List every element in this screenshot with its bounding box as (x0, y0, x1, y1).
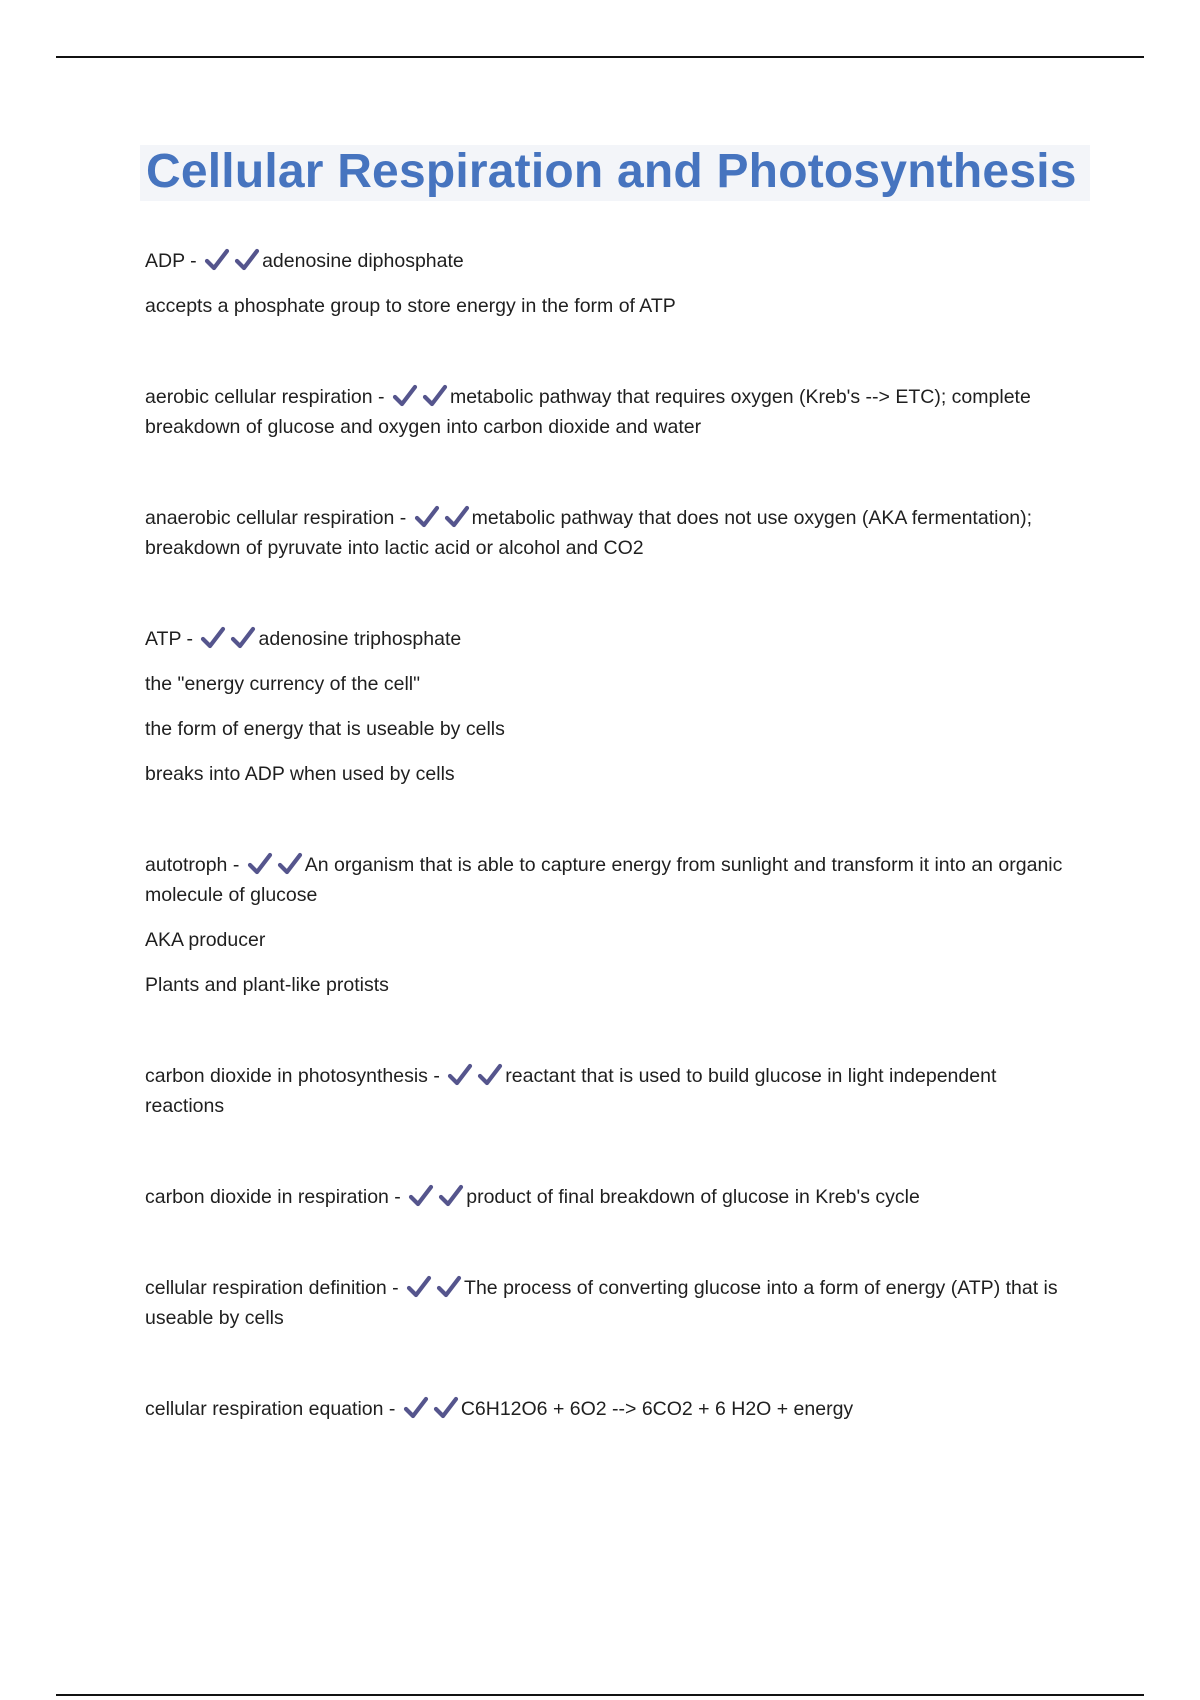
flashcard-entry (145, 850, 1080, 1000)
entry-extra-line: Plants and plant-like protists (145, 974, 389, 996)
flashcard-entry (145, 246, 1080, 321)
entry-main-line (145, 624, 1080, 654)
entry-main-line (145, 1394, 1080, 1424)
entry-main-line (145, 1273, 1080, 1333)
checkmark-icon (408, 1184, 434, 1208)
flashcard-entry (145, 1182, 1080, 1212)
top-rule (56, 56, 1144, 58)
entry-extra-line: the form of energy that is useable by cells (145, 718, 505, 740)
entry-main-line (145, 503, 1080, 563)
entry-definition: An organism that is able to capture energy from sunlight and transform it into an organic molecule of glucose (145, 854, 1063, 906)
entry-term: ADP - (145, 250, 203, 272)
entry-definition: reactant that is used to build glucose in light independent reactions (145, 1065, 997, 1117)
entry-term: anaerobic cellular respiration - (145, 507, 412, 529)
checkmark-icon (444, 505, 470, 529)
flashcard-entry (145, 1394, 1080, 1424)
entry-main-line (145, 1061, 1080, 1121)
entry-definition: metabolic pathway that requires oxygen (Kreb's --> ETC); complete breakdown of glucose and oxygen into carbon dioxide and water (145, 386, 1031, 438)
entry-definition: The process of converting glucose into a form of energy (ATP) that is useable by cells (145, 1277, 1058, 1329)
checkmark-icon (392, 384, 418, 408)
entry-definition: metabolic pathway that does not use oxygen (AKA fermentation); breakdown of pyruvate into lactic acid or alcohol and CO2 (145, 507, 1033, 559)
checkmark-icon (433, 1396, 459, 1420)
entry-main-line (145, 1182, 1080, 1212)
checkmark-icon (204, 248, 230, 272)
checkmark-icon (230, 626, 256, 650)
checkmark-icon (422, 384, 448, 408)
flashcard-list (145, 246, 1080, 1424)
flashcard-entry (145, 624, 1080, 789)
bottom-rule (56, 1694, 1144, 1696)
flashcard-entry (145, 382, 1080, 442)
entry-extra-line: AKA producer (145, 929, 266, 951)
page-title: Cellular Respiration and Photosynthesis (146, 145, 1077, 198)
entry-main-line (145, 246, 1080, 276)
entry-term: cellular respiration equation - (145, 1398, 401, 1420)
entry-term: ATP - (145, 628, 199, 650)
checkmark-icon (247, 852, 273, 876)
entry-extra-line: accepts a phosphate group to store energy in the form of ATP (145, 295, 676, 317)
entry-term: cellular respiration definition - (145, 1277, 405, 1299)
entry-term: autotroph - (145, 854, 245, 876)
checkmark-icon (406, 1275, 432, 1299)
checkmark-icon (403, 1396, 429, 1420)
flashcard-entry (145, 1273, 1080, 1333)
entry-main-line (145, 850, 1080, 910)
entry-definition: product of final breakdown of glucose in Kreb's cycle (466, 1186, 920, 1208)
entry-definition: C6H12O6 + 6O2 --> 6CO2 + 6 H2O + energy (460, 1398, 854, 1420)
entry-main-line (145, 382, 1080, 442)
checkmark-icon (234, 248, 260, 272)
checkmark-icon (477, 1063, 503, 1087)
checkmark-icon (414, 505, 440, 529)
flashcard-entry (145, 503, 1080, 563)
entry-extra-line: the "energy currency of the cell" (145, 673, 421, 695)
checkmark-icon (447, 1063, 473, 1087)
entry-term: aerobic cellular respiration - (145, 386, 390, 408)
entry-definition: adenosine diphosphate (262, 250, 464, 272)
entry-extra-line: breaks into ADP when used by cells (145, 763, 455, 785)
checkmark-icon (436, 1275, 462, 1299)
checkmark-icon (277, 852, 303, 876)
checkmark-icon (438, 1184, 464, 1208)
entry-definition: adenosine triphosphate (258, 628, 462, 650)
checkmark-icon (200, 626, 226, 650)
flashcard-entry (145, 1061, 1080, 1121)
entry-term: carbon dioxide in respiration - (145, 1186, 407, 1208)
entry-term: carbon dioxide in photosynthesis - (145, 1065, 446, 1087)
